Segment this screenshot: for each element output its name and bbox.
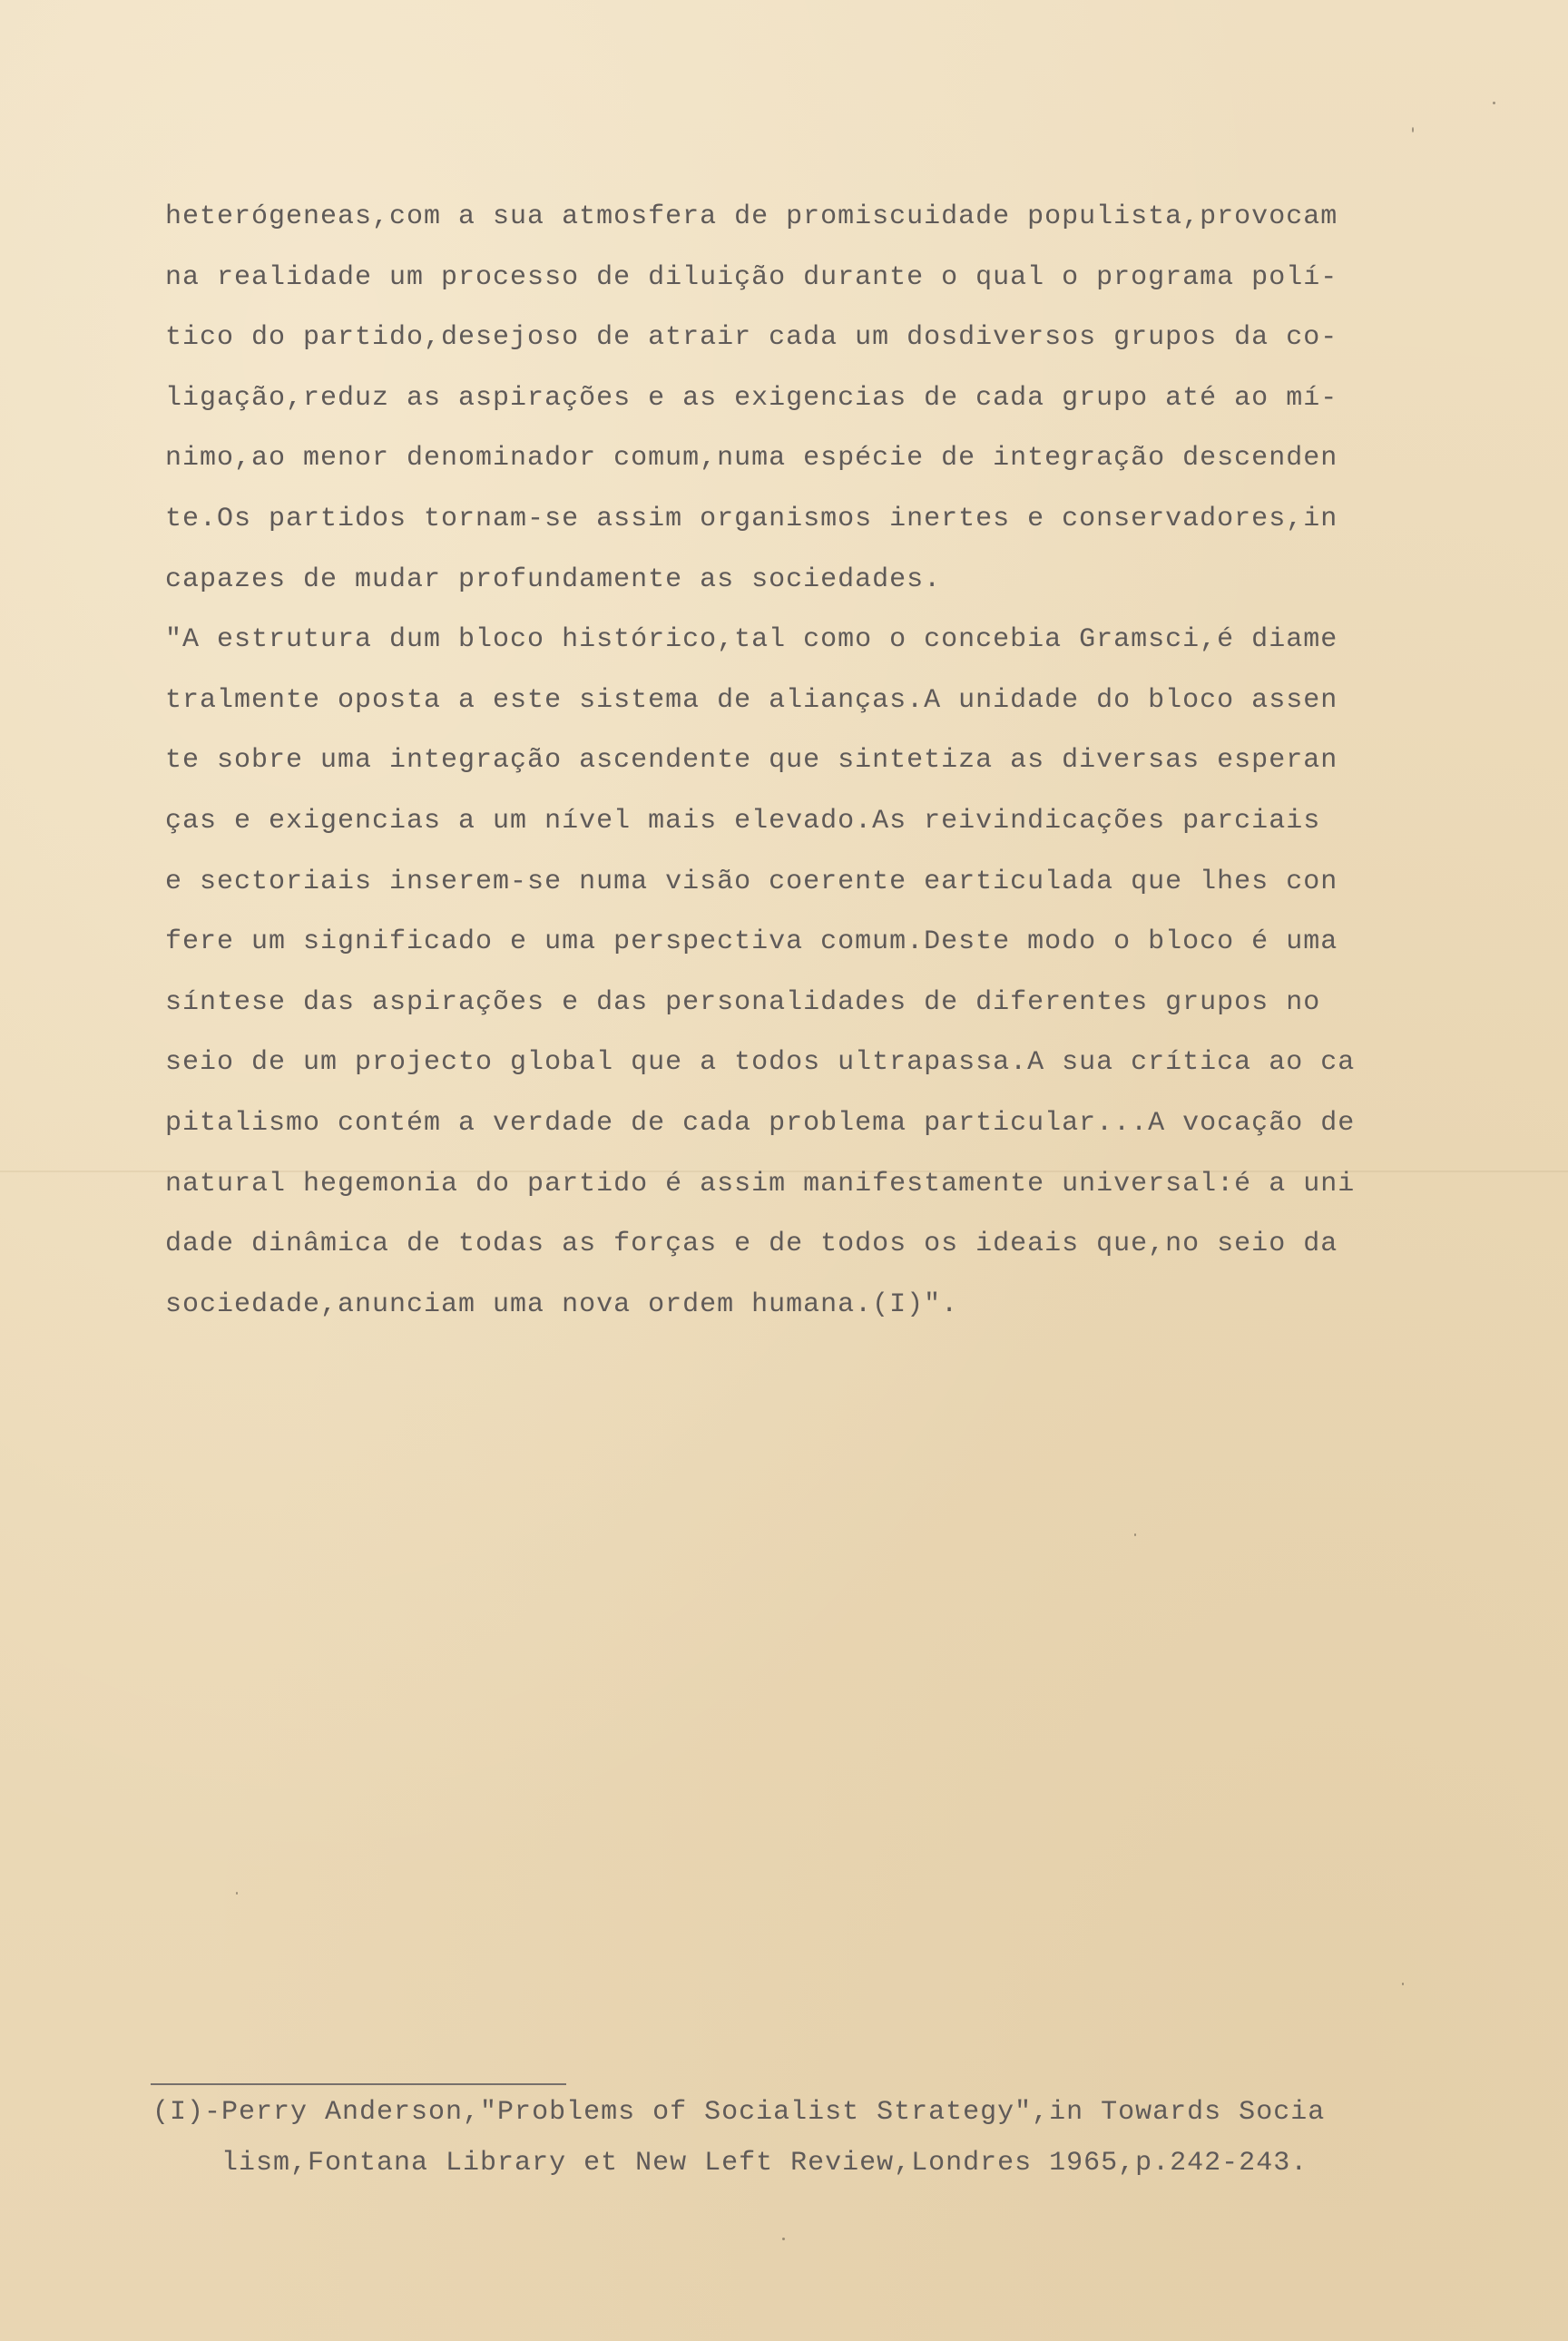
text-line: capazes de mudar profundamente as sociedades. bbox=[165, 563, 942, 595]
text-line: natural hegemonia do partido é assim manifestamente universal:é a uni bbox=[165, 1168, 1356, 1200]
footnote-line: lism,Fontana Library et New Left Review,Londres 1965,p.242-243. bbox=[152, 2148, 1308, 2179]
footnote-line: (I)-Perry Anderson,"Problems of Socialist Strategy",in Towards Socia bbox=[152, 2097, 1326, 2128]
footnote bbox=[152, 2087, 1441, 2189]
text-line: ças e exigencias a um nível mais elevado.As reivindicações parciais bbox=[165, 805, 1321, 837]
text-line: na realidade um processo de diluição durante o qual o programa polí- bbox=[165, 261, 1338, 293]
ink-speck bbox=[1412, 127, 1414, 132]
ink-speck bbox=[1134, 1533, 1136, 1536]
text-line: tico do partido,desejoso de atrair cada um dosdiversos grupos da co- bbox=[165, 322, 1338, 354]
footnote-separator bbox=[151, 2083, 566, 2085]
text-line: te.Os partidos tornam-se assim organismos inertes e conservadores,in bbox=[165, 503, 1338, 534]
text-line: nimo,ao menor denominador comum,numa espécie de integração descenden bbox=[165, 443, 1338, 475]
text-line: tralmente oposta a este sistema de alianças.A unidade do bloco assen bbox=[165, 684, 1338, 716]
text-line: fere um significado e uma perspectiva comum.Deste modo o bloco é uma bbox=[165, 926, 1338, 958]
text-line: "A estrutura dum bloco histórico,tal como o concebia Gramsci,é diame bbox=[165, 624, 1338, 656]
typed-body-text bbox=[165, 187, 1417, 1335]
text-line: dade dinâmica de todas as forças e de todos os ideais que,no seio da bbox=[165, 1229, 1338, 1260]
text-line: síntese das aspirações e das personalidades de diferentes grupos no bbox=[165, 986, 1321, 1018]
ink-speck bbox=[1493, 102, 1495, 104]
text-line: sociedade,anunciam uma nova ordem humana.(I)". bbox=[165, 1288, 959, 1320]
ink-speck bbox=[236, 1892, 238, 1895]
text-line: seio de um projecto global que a todos ultrapassa.A sua crítica ao ca bbox=[165, 1047, 1356, 1079]
text-line: heterógeneas,com a sua atmosfera de promiscuidade populista,provocam bbox=[165, 201, 1338, 232]
text-line: e sectoriais inserem-se numa visão coerente earticulada que lhes con bbox=[165, 866, 1338, 897]
text-line: te sobre uma integração ascendente que sintetiza as diversas esperan bbox=[165, 745, 1338, 777]
text-line: pitalismo contém a verdade de cada problema particular...A vocação de bbox=[165, 1107, 1356, 1139]
ink-speck bbox=[1402, 1983, 1404, 1985]
text-line: ligação,reduz as aspirações e as exigencias de cada grupo até ao mí- bbox=[165, 382, 1338, 414]
ink-speck bbox=[782, 2238, 785, 2240]
